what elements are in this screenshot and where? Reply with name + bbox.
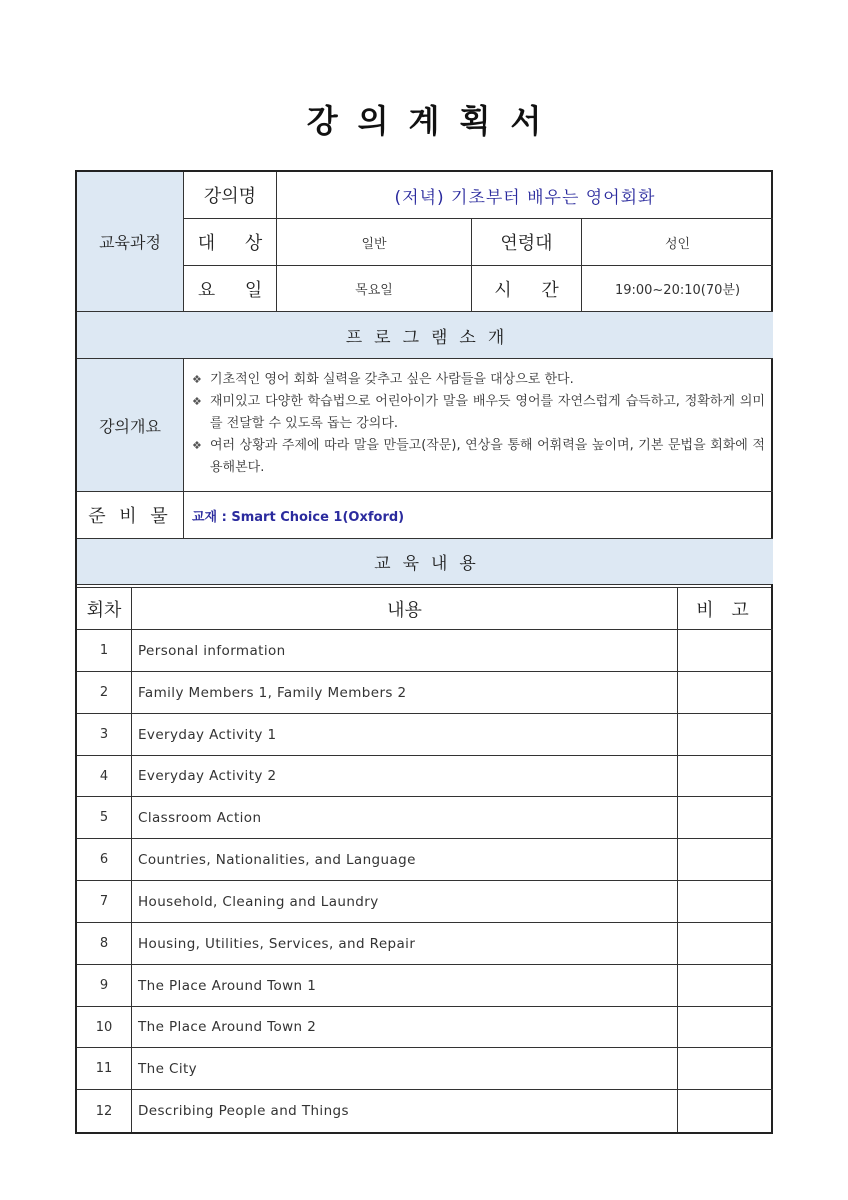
lecture-plan-table [75, 170, 773, 1134]
overview-item [192, 391, 765, 435]
overview-item-text: 여러 상황과 주제에 따라 말을 만들고(작문), 연상을 통해 어휘력을 높이며, 기본 문법을 회화에 적용해본다. [210, 438, 765, 475]
session-topic: Family Members 1, Family Members 2 [132, 672, 678, 714]
session-number: 4 [77, 756, 132, 797]
diamond-bullet-icon: ❖ [192, 395, 202, 408]
session-topic: Classroom Action [132, 797, 678, 839]
session-number: 11 [77, 1048, 132, 1090]
session-number: 7 [77, 881, 132, 923]
diamond-bullet-icon: ❖ [192, 373, 202, 386]
session-note [678, 965, 773, 1007]
table-row [77, 630, 773, 672]
overview-list [192, 369, 765, 479]
prep-label-text: 준 비 물 [88, 506, 172, 527]
table-row [77, 923, 773, 965]
col-header-content: 내용 [132, 588, 678, 630]
session-number: 3 [77, 714, 132, 756]
table-row [77, 881, 773, 923]
session-number: 9 [77, 965, 132, 1007]
time-value: 19:00~20:10(70분) [582, 266, 773, 312]
session-note [678, 756, 773, 797]
table-row [77, 756, 773, 797]
time-label: 시 간 [472, 266, 582, 312]
age-label: 연령대 [472, 219, 582, 266]
col-header-session: 회차 [77, 588, 132, 630]
session-topic: The Place Around Town 1 [132, 965, 678, 1007]
session-topic: The City [132, 1048, 678, 1090]
session-note [678, 797, 773, 839]
session-number: 2 [77, 672, 132, 714]
document-title: 강의계획서 [306, 102, 562, 140]
session-number: 1 [77, 630, 132, 672]
table-row [77, 1090, 773, 1132]
table-row [77, 672, 773, 714]
age-value: 성인 [582, 219, 773, 266]
session-topic: Housing, Utilities, Services, and Repair [132, 923, 678, 965]
session-note [678, 714, 773, 756]
diamond-bullet-icon: ❖ [192, 439, 202, 452]
session-number: 12 [77, 1090, 132, 1132]
session-topic: Everyday Activity 1 [132, 714, 678, 756]
course-name-label: 강의명 [184, 172, 277, 219]
table-row [77, 1007, 773, 1048]
session-topic: Household, Cleaning and Laundry [132, 881, 678, 923]
target-label: 대 상 [184, 219, 277, 266]
table-row [77, 839, 773, 881]
overview-label: 강의개요 [77, 359, 184, 492]
session-note [678, 672, 773, 714]
prep-value: 교재 : Smart Choice 1(Oxford) [184, 492, 773, 539]
session-topic: The Place Around Town 2 [132, 1007, 678, 1048]
session-note [678, 1048, 773, 1090]
program-intro-header: 프로그램소개 [77, 312, 773, 359]
session-note [678, 630, 773, 672]
session-note [678, 923, 773, 965]
target-value: 일반 [277, 219, 472, 266]
overview-item [192, 369, 765, 391]
col-header-note-text: 비 고 [696, 599, 755, 621]
session-note [678, 1007, 773, 1048]
session-note [678, 1090, 773, 1132]
table-row [77, 965, 773, 1007]
session-note [678, 881, 773, 923]
session-number: 8 [77, 923, 132, 965]
table-row [77, 797, 773, 839]
course-section-label: 교육과정 [77, 172, 184, 312]
day-label: 요 일 [184, 266, 277, 312]
overview-item-text: 재미있고 다양한 학습법으로 어린아이가 말을 배우듯 영어를 자연스럽게 습득하고, 정확하게 의미를 전달할 수 있도록 돕는 강의다. [210, 394, 765, 431]
session-topic: Describing People and Things [132, 1090, 678, 1132]
curriculum-header: 교육내용 [77, 539, 773, 584]
session-topic: Countries, Nationalities, and Language [132, 839, 678, 881]
session-topic: Everyday Activity 2 [132, 756, 678, 797]
session-number: 10 [77, 1007, 132, 1048]
overview-item-text: 기초적인 영어 회화 실력을 갖추고 싶은 사람들을 대상으로 한다. [210, 372, 574, 387]
session-number: 5 [77, 797, 132, 839]
table-row [77, 714, 773, 756]
overview-item [192, 435, 765, 479]
table-row [77, 1048, 773, 1090]
col-header-note [678, 588, 773, 630]
session-number: 6 [77, 839, 132, 881]
session-note [678, 839, 773, 881]
day-value: 목요일 [277, 266, 472, 312]
session-topic: Personal information [132, 630, 678, 672]
overview-content [184, 359, 773, 492]
prep-label [77, 492, 184, 539]
course-name-value: (저녁) 기초부터 배우는 영어회화 [277, 172, 773, 219]
